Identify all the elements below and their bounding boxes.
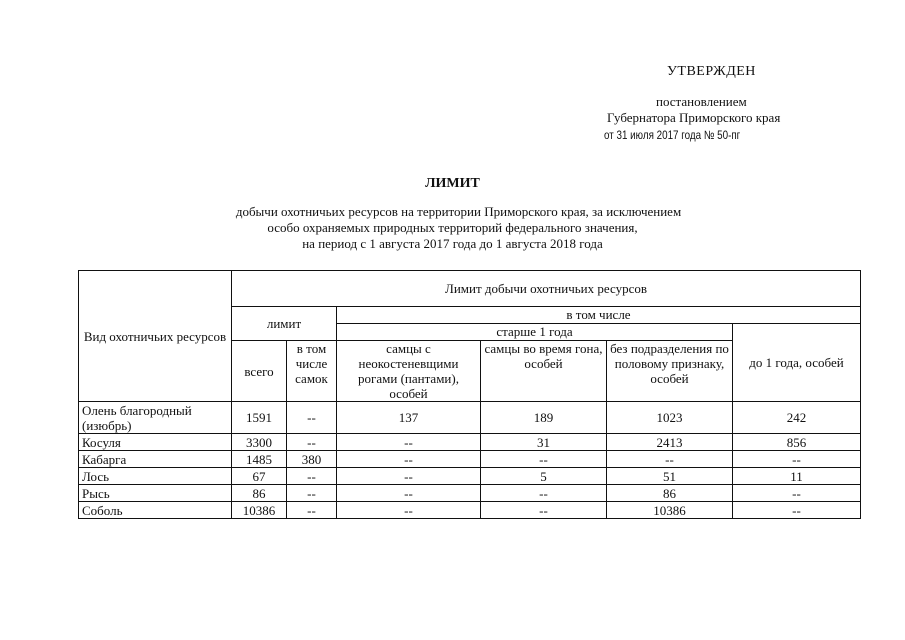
cell-males-antlers: -- bbox=[337, 451, 481, 468]
table-row bbox=[79, 502, 861, 519]
header-limit: лимит bbox=[232, 307, 337, 341]
cell-no-sex: 86 bbox=[607, 485, 733, 502]
table-row bbox=[79, 451, 861, 468]
table-row bbox=[79, 434, 861, 451]
cell-females: -- bbox=[287, 485, 337, 502]
cell-males-rut: -- bbox=[481, 502, 607, 519]
header-females: в том числе самок bbox=[287, 341, 337, 402]
cell-total: 1591 bbox=[232, 402, 287, 434]
header-under-one: до 1 года, особей bbox=[733, 324, 861, 402]
cell-under-one: -- bbox=[733, 485, 861, 502]
cell-total: 10386 bbox=[232, 502, 287, 519]
subtitle-line-1: добычи охотничьих ресурсов на территории Приморского края, за исключением bbox=[235, 204, 682, 219]
cell-no-sex: 1023 bbox=[607, 402, 733, 434]
header-including: в том числе bbox=[337, 307, 861, 324]
cell-species: Кабарга bbox=[79, 451, 232, 468]
cell-females: -- bbox=[287, 502, 337, 519]
cell-males-antlers: -- bbox=[337, 502, 481, 519]
cell-species: Олень благородный (изюбрь) bbox=[79, 402, 232, 434]
cell-under-one: 242 bbox=[733, 402, 861, 434]
header-no-sex: без подразделения по половому признаку, особей bbox=[607, 341, 733, 402]
cell-species: Рысь bbox=[79, 485, 232, 502]
cell-under-one: -- bbox=[733, 502, 861, 519]
table-row bbox=[79, 468, 861, 485]
cell-females: -- bbox=[287, 434, 337, 451]
cell-males-rut: -- bbox=[481, 485, 607, 502]
header-total: всего bbox=[232, 341, 287, 402]
cell-no-sex: -- bbox=[607, 451, 733, 468]
header-males-rut: самцы во время гона, особей bbox=[481, 341, 607, 402]
table-row bbox=[79, 485, 861, 502]
table-row bbox=[79, 402, 861, 434]
cell-no-sex: 2413 bbox=[607, 434, 733, 451]
limit-table bbox=[78, 270, 861, 519]
cell-females: -- bbox=[287, 468, 337, 485]
cell-species: Лось bbox=[79, 468, 232, 485]
header-older: старше 1 года bbox=[337, 324, 733, 341]
cell-species: Соболь bbox=[79, 502, 232, 519]
cell-males-antlers: -- bbox=[337, 485, 481, 502]
cell-under-one: 11 bbox=[733, 468, 861, 485]
cell-under-one: -- bbox=[733, 451, 861, 468]
cell-total: 3300 bbox=[232, 434, 287, 451]
decree-date: от 31 июля 2017 года № 50-пг bbox=[604, 128, 741, 142]
approval-title: УТВЕРЖДЕН bbox=[667, 64, 756, 79]
cell-males-rut: -- bbox=[481, 451, 607, 468]
subtitle-line-3: на период с 1 августа 2017 года до 1 августа 2018 года bbox=[302, 236, 603, 251]
cell-total: 1485 bbox=[232, 451, 287, 468]
cell-females: -- bbox=[287, 402, 337, 434]
header-males-antlers: самцы с неокостеневщими рогами (пантами), особей bbox=[337, 341, 481, 402]
cell-no-sex: 51 bbox=[607, 468, 733, 485]
cell-males-antlers: 137 bbox=[337, 402, 481, 434]
cell-total: 67 bbox=[232, 468, 287, 485]
cell-species: Косуля bbox=[79, 434, 232, 451]
cell-no-sex: 10386 bbox=[607, 502, 733, 519]
cell-under-one: 856 bbox=[733, 434, 861, 451]
cell-males-rut: 189 bbox=[481, 402, 607, 434]
cell-males-antlers: -- bbox=[337, 434, 481, 451]
decree-line: постановлением bbox=[656, 94, 747, 109]
cell-males-rut: 31 bbox=[481, 434, 607, 451]
document-title: ЛИМИТ bbox=[425, 176, 480, 191]
cell-total: 86 bbox=[232, 485, 287, 502]
cell-males-rut: 5 bbox=[481, 468, 607, 485]
governor-line: Губернатора Приморского края bbox=[607, 110, 781, 125]
cell-males-antlers: -- bbox=[337, 468, 481, 485]
subtitle-line-2: особо охраняемых природных территорий федерального значения, bbox=[267, 220, 638, 235]
cell-females: 380 bbox=[287, 451, 337, 468]
document-subtitle bbox=[0, 204, 905, 252]
header-species: Вид охотничьих ресурсов bbox=[79, 271, 232, 402]
header-limit-group: Лимит добычи охотничьих ресурсов bbox=[232, 271, 861, 307]
